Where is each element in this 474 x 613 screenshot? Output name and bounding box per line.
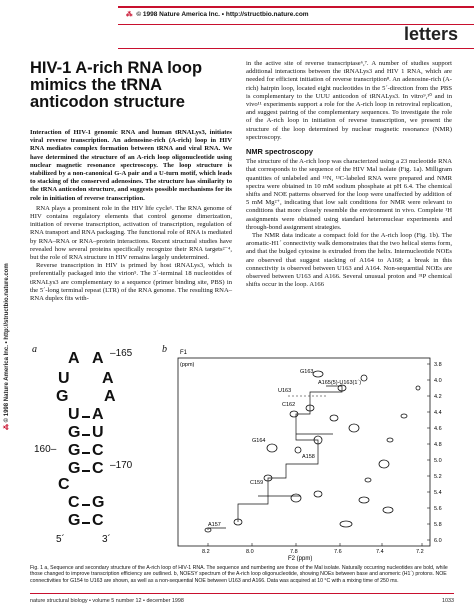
- annotation-a157: A157: [208, 522, 221, 528]
- panel-b-spectrum: [162, 344, 454, 564]
- y-tick: 4.2: [434, 394, 442, 400]
- nucleotide: A: [102, 370, 114, 387]
- y-tick: 4.4: [434, 410, 442, 416]
- annotation-g163: G163: [300, 369, 314, 375]
- y-tick: 4.6: [434, 426, 442, 432]
- f1-axis-label: F1: [180, 350, 188, 356]
- journal-citation: nature structural biology • volume 5 number 12 • december 1998: [30, 598, 184, 604]
- x-tick: 7.2: [416, 549, 424, 555]
- y-tick: 3.8: [434, 362, 442, 368]
- left-column: [30, 60, 232, 303]
- section-rule: [118, 48, 474, 49]
- label-160: 160–: [34, 444, 57, 455]
- nature-logo-icon: ⁂: [126, 11, 133, 18]
- body-paragraph-2: Reverse transcription in HIV is primed by host tRNALys3, which is preferentially packaged into the virion⁵. The 3´-terminal 18 nucleotides of tRNALys3 are complementary to a sequence (primer binding site, PBS) in the 5´-long terminal repeat (LTR) of the RNA genome. The resulting RNA–RNA duplex fits with-: [30, 262, 232, 303]
- cross-peak: [267, 444, 277, 452]
- cross-peak: [359, 497, 369, 503]
- connectivity-walk: [208, 386, 342, 530]
- nucleotide: G: [68, 512, 81, 529]
- y-ticks: [434, 362, 442, 544]
- cross-peak: [416, 386, 420, 390]
- nucleotide: C: [92, 442, 104, 459]
- panel-a-label: a: [32, 344, 37, 355]
- x-tick: 7.4: [376, 549, 384, 555]
- nucleotide: G: [68, 424, 81, 441]
- side-watermark: ⁂ © 1998 Nature America Inc. • http://structbio.nature.com: [4, 263, 10, 430]
- y-tick: 4.8: [434, 442, 442, 448]
- x-tick: 8.2: [202, 549, 210, 555]
- cross-peak: [291, 494, 301, 502]
- cross-peaks: [205, 371, 420, 532]
- panel-a-hairpin: [30, 344, 160, 554]
- nature-logo-icon: ⁂: [4, 424, 10, 430]
- label-165: –165: [110, 348, 133, 359]
- nucleotide: U: [68, 406, 80, 423]
- y-tick: 5.6: [434, 506, 442, 512]
- five-prime-label: 5´: [56, 534, 65, 545]
- cross-peak: [295, 447, 301, 453]
- nucleotide: C: [68, 494, 80, 511]
- cross-peak: [383, 507, 393, 513]
- nucleotide: A: [68, 350, 80, 367]
- cross-peak: [313, 371, 323, 377]
- f1-unit-label: (ppm): [180, 362, 195, 368]
- nucleotide: A: [92, 406, 104, 423]
- cross-peak: [314, 491, 322, 497]
- nucleotide: U: [92, 424, 104, 441]
- article-title: HIV-1 A-rich RNA loop mimics the tRNA anticodon structure: [30, 59, 203, 111]
- page-number: 1033: [442, 598, 454, 604]
- cross-peak: [361, 375, 367, 381]
- noesy-spectrum-plot: [168, 344, 454, 564]
- body-paragraph-4: The structure of the A-rich loop was characterized using a 23 nucleotide RNA that corresponds to the sequence of the HIV Mal isolate (Fig. 1a). Milligram quantities of unlabeled and ¹⁵N, ¹³C-labeled RNA were prepared and NMR spectra were obtained in 10 mM sodium phosphate at pH 6.4. The chemical shifts and NOE patterns observed for the loop were unaffected by addition of 5 mM Mg²⁺, indicating that low salt conditions for NMR were relevant to conditions that more closely resemble the environment in vivo. Complete ¹H assignments were obtained using standard heteronuclear experiments and through-bond assignment strategies.: [246, 158, 452, 231]
- annotation-c159: C159: [250, 480, 264, 486]
- three-prime-label: 3´: [102, 534, 111, 545]
- nucleotide: C: [92, 512, 104, 529]
- body-paragraph-1: RNA plays a prominent role in the HIV life cycle¹. The RNA genome of HIV contains regulatory elements that control genome dimerization, initiation of reverse transcription, activation of transcription, regulation of RNA transport and RNA packaging. The functional role of RNA is mediated by RNA–RNA or RNA–protein interactions. Recent structural studies have revealed how several proteins specifically recognize their RNA targets²⁻⁴, but the role of RNA structure in HIV remains largely undetermined.: [30, 204, 232, 262]
- y-tick: 5.0: [434, 458, 442, 464]
- annotation-a158: A158: [302, 454, 315, 460]
- right-column: [246, 60, 452, 289]
- nucleotide: G: [92, 494, 105, 511]
- annotation-c162: C162: [282, 402, 296, 408]
- cross-peak: [365, 478, 371, 482]
- abstract: Interaction of HIV-1 genomic RNA and human tRNALys3, initiates viral reverse transcription. An adenosine-rich (A-rich) loop in HIV RNA mediates complex formation between tRNA and viral RNA. We have determined the structure of an A-rich loop oligonucleotide using nuclear magnetic resonance spectroscopy. The loop structure is stabilized by a non-canonical G-A pair and a U-turn motif, which leads to stacking of the conserved adenosines. The structure has similarity to the tRNA anticodon structure, and suggests possible mechanisms for its role in initiation of reverse transcription.: [30, 129, 232, 202]
- nucleotide: G: [68, 442, 81, 459]
- nucleotide: A: [92, 350, 104, 367]
- figure-1: [30, 344, 454, 564]
- cross-peak: [387, 438, 393, 442]
- nucleotide: U: [58, 370, 70, 387]
- section-label: letters: [403, 24, 458, 44]
- figure-caption: Fig. 1 a, Sequence and secondary structure of the A-rich loop of HIV-1 RNA. The sequence and numbering are those of the Mal isolate. Naturally occurring nucleotides are bold, while those changed to improve transcription efficiency are outlined. b, NOESY spectrum of the A-rich loop oligonucleotide, showing NOEs between base and anomeric (H1´) protons. NOE connectivities for G154 to U163 are shown, as well as a non-sequential NOE between U163 and A166. Data was acquired at 10 °C with a mixing time of 250 ms.: [30, 565, 448, 584]
- bulge-nucleotide: C: [58, 476, 70, 493]
- x-tick: 7.8: [290, 549, 298, 555]
- y-tick: 5.2: [434, 474, 442, 480]
- x-tick: 8.0: [246, 549, 254, 555]
- copyright-line: ⁂ © 1998 Nature America Inc. • http://structbio.nature.com: [126, 11, 309, 18]
- nucleotide: A: [104, 388, 116, 405]
- section-heading: NMR spectroscopy: [246, 147, 313, 157]
- cross-peak: [330, 415, 338, 421]
- cross-peak: [340, 521, 352, 527]
- y-tick: 5.4: [434, 490, 442, 496]
- plot-frame: [178, 358, 430, 546]
- x-tick: 7.6: [334, 549, 342, 555]
- f2-axis-label: F2 (ppm): [288, 556, 313, 562]
- label-170: –170: [110, 460, 133, 471]
- x-ticks: [202, 549, 424, 555]
- nucleotide: C: [92, 460, 104, 477]
- nucleotide: G: [56, 388, 69, 405]
- y-tick: 4.0: [434, 378, 442, 384]
- annotation-a165b: A165(5)-U163(1´): [318, 380, 362, 386]
- annotation-g164: G164: [252, 438, 266, 444]
- panel-b-label: b: [162, 344, 167, 355]
- y-tick: 5.8: [434, 522, 442, 528]
- header-bar: [0, 0, 474, 24]
- body-paragraph-5: The NMR data indicate a compact fold for the A-rich loop (Fig. 1b). The aromatic-H1´ connectivity walk demonstrates that the two helical stems form, and that the bulged cytosine is extruded from the helix. Internucleotide NOEs are observed that suggest stacking of A164 to A168; a break in this connectivity is observed between U163 and A164. Non-sequential NOEs are observed between U163 and A166. Several unusual proton and ³¹P chemical shifts occur in the loop. A166: [246, 232, 452, 289]
- y-tick: 6.0: [434, 538, 442, 544]
- header-rule: [118, 6, 474, 8]
- cross-peak: [401, 414, 407, 418]
- footer-rule: [30, 593, 454, 594]
- body-paragraph-3: in the active site of reverse transcriptase⁶,⁷. A number of studies support additional interactions between the tRNALys3 and HIV 1 RNA, which are needed for efficient initiation of reverse transcription⁸. An adenosine-rich (A-rich) hairpin loop, located eight nucleotides in the 5´-direction from the PBS is complementary to the UUU anticodon of tRNALys3. In vitro⁹,¹⁰ and in vivo¹¹ experiments support a role for the A-rich loop in retroviral replication, and suggest pairing of the complementary sequences. To investigate the role of the A-rich loop in initiation of reverse transcription, we present the structure of the loop determined by nuclear magnetic resonance (NMR) spectroscopy.: [246, 60, 452, 141]
- nucleotide: G: [68, 460, 81, 477]
- cross-peak: [379, 460, 389, 468]
- peak-annotations: [208, 369, 361, 528]
- cross-peak: [349, 424, 359, 432]
- annotation-u163: U163: [278, 388, 292, 394]
